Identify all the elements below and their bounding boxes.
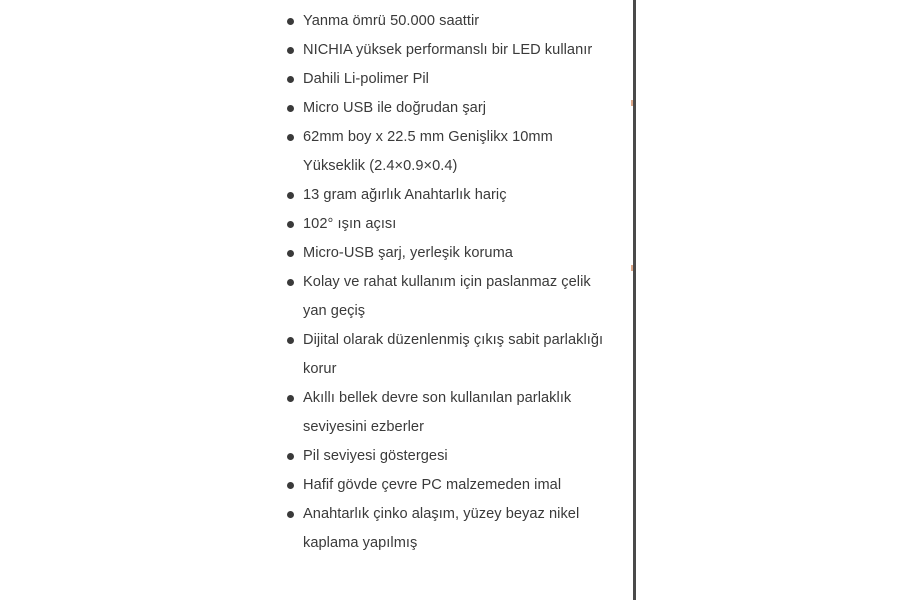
feature-text: Dijital olarak düzenlenmiş çıkış sabit parlaklığı korur — [303, 332, 604, 377]
bullet-icon — [287, 221, 294, 228]
feature-text: Dahili Li-polimer Pil — [303, 71, 429, 87]
feature-item — [287, 239, 617, 268]
edge-accent — [631, 265, 633, 271]
feature-item — [287, 442, 617, 471]
feature-item — [287, 181, 617, 210]
panel-divider — [633, 0, 636, 600]
bullet-icon — [287, 482, 294, 489]
bullet-icon — [287, 134, 294, 141]
feature-item — [287, 7, 617, 36]
bullet-icon — [287, 192, 294, 199]
feature-text: Akıllı bellek devre son kullanılan parlaklık seviyesini ezberler — [303, 390, 572, 435]
product-features-section — [287, 7, 617, 558]
feature-item — [287, 210, 617, 239]
feature-text: Kolay ve rahat kullanım için paslanmaz çelik yan geçiş — [303, 274, 591, 319]
feature-item — [287, 268, 617, 326]
feature-text: Yanma ömrü 50.000 saattir — [303, 13, 480, 29]
bullet-icon — [287, 47, 294, 54]
bullet-icon — [287, 395, 294, 402]
bullet-icon — [287, 279, 294, 286]
edge-accent — [631, 100, 633, 106]
feature-text: 62mm boy x 22.5 mm Genişlikx 10mm Yükseklik (2.4×0.9×0.4) — [303, 129, 553, 174]
feature-text: 102° ışın açısı — [303, 216, 397, 232]
bullet-icon — [287, 105, 294, 112]
feature-item — [287, 65, 617, 94]
feature-item — [287, 326, 617, 384]
feature-item — [287, 94, 617, 123]
feature-text: Hafif gövde çevre PC malzemeden imal — [303, 477, 562, 493]
feature-text: Micro-USB şarj, yerleşik koruma — [303, 245, 513, 261]
feature-text: Micro USB ile doğrudan şarj — [303, 100, 487, 116]
bullet-icon — [287, 453, 294, 460]
feature-list — [287, 7, 617, 558]
feature-item — [287, 123, 617, 181]
bullet-icon — [287, 250, 294, 257]
feature-text: Pil seviyesi göstergesi — [303, 448, 448, 464]
bullet-icon — [287, 337, 294, 344]
bullet-icon — [287, 76, 294, 83]
feature-item — [287, 384, 617, 442]
feature-text: 13 gram ağırlık Anahtarlık hariç — [303, 187, 507, 203]
bullet-icon — [287, 511, 294, 518]
feature-item — [287, 36, 617, 65]
bullet-icon — [287, 18, 294, 25]
feature-item — [287, 500, 617, 558]
feature-text: Anahtarlık çinko alaşım, yüzey beyaz nikel kaplama yapılmış — [303, 506, 580, 551]
feature-item — [287, 471, 617, 500]
feature-text: NICHIA yüksek performanslı bir LED kullanır — [303, 42, 593, 58]
